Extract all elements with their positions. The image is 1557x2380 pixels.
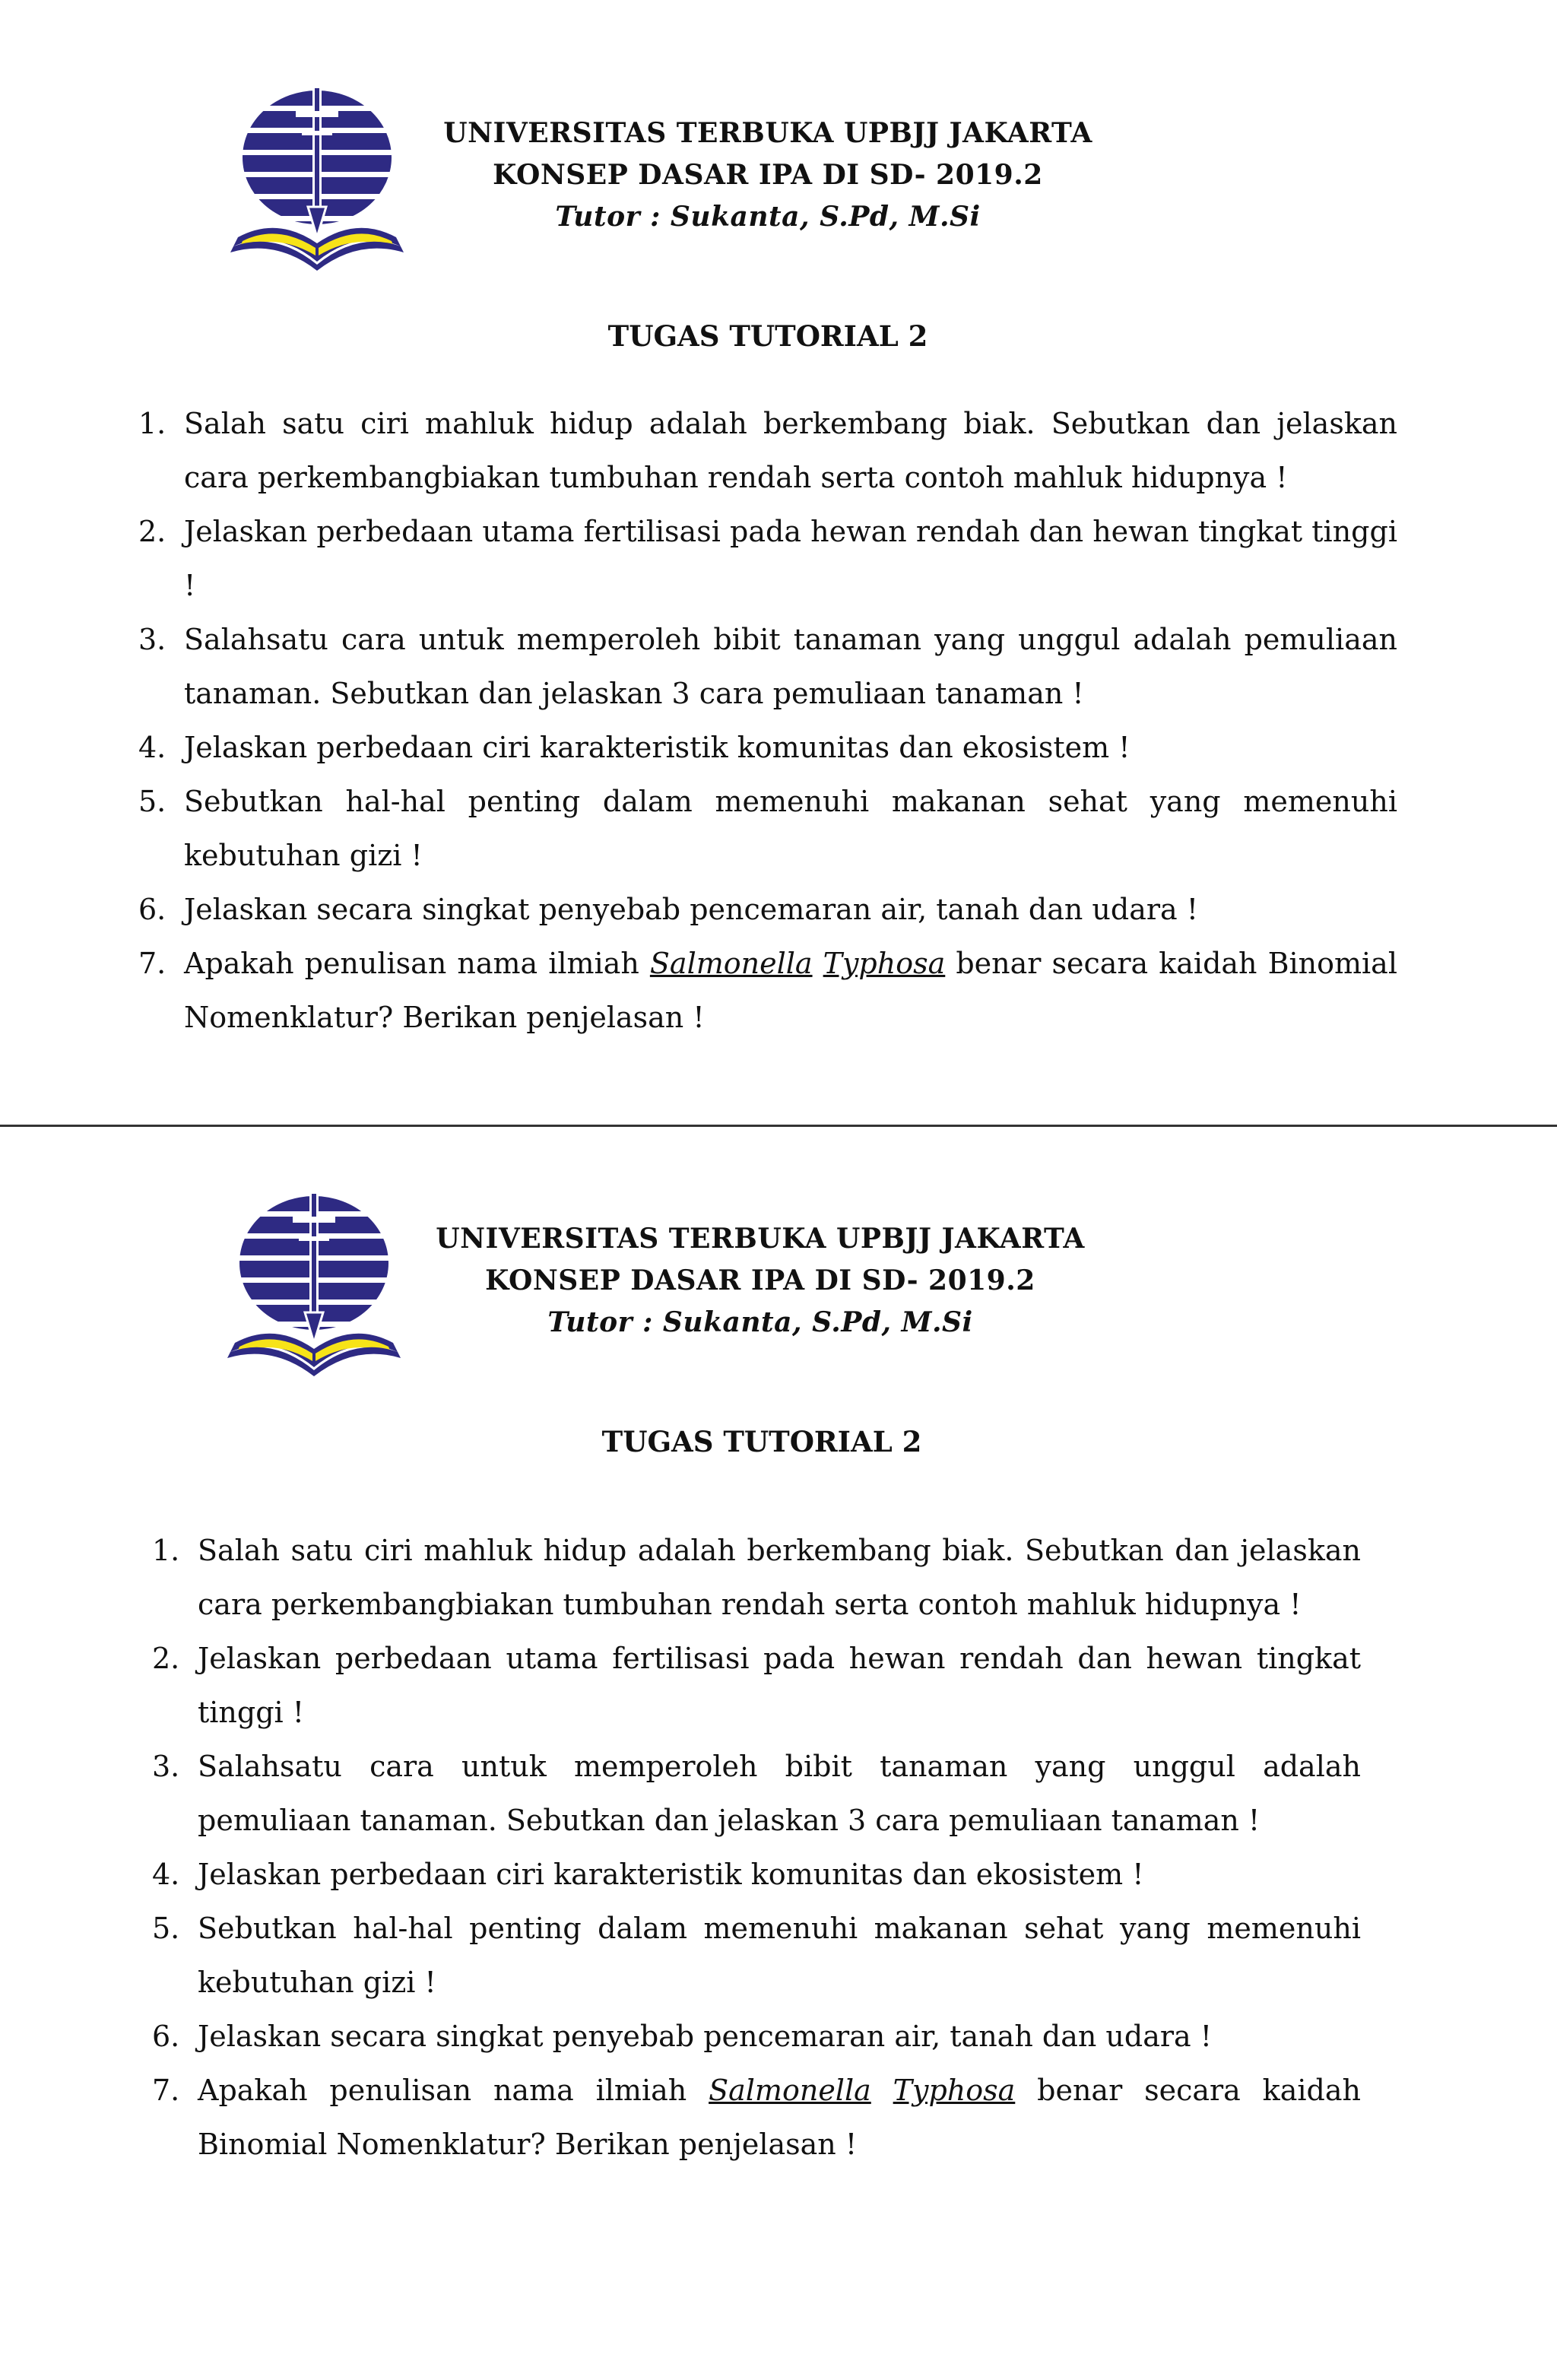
- question-item: [152, 1902, 1361, 2010]
- question-text: Jelaskan secara singkat penyebab pencemaran air, tanah dan udara !: [198, 2020, 1213, 2053]
- question-number: 6.: [152, 2020, 180, 2053]
- question-number: 3.: [138, 623, 166, 656]
- question-number: 7.: [152, 2074, 180, 2107]
- university-name: UNIVERSITAS TERBUKA UPBJJ JAKARTA: [443, 117, 1092, 149]
- question-item: [138, 937, 1397, 1045]
- question-item: [152, 1740, 1361, 1848]
- university-name: UNIVERSITAS TERBUKA UPBJJ JAKARTA: [436, 1223, 1085, 1255]
- question-number: 1.: [152, 1534, 180, 1567]
- question-item: [152, 2010, 1361, 2064]
- question-number: 4.: [152, 1858, 180, 1891]
- scientific-name-genus: Salmonella: [649, 947, 813, 980]
- course-name: KONSEP DASAR IPA DI SD- 2019.2: [493, 159, 1043, 191]
- question-item: [138, 505, 1397, 613]
- question-item: [138, 721, 1397, 775]
- tutor-name: Tutor : Sukanta, S.Pd, M.Si: [555, 201, 981, 233]
- question-item: [138, 883, 1397, 937]
- question-text: Jelaskan perbedaan ciri karakteristik komunitas dan ekosistem !: [198, 1858, 1144, 1891]
- question-item: [152, 2064, 1361, 2172]
- question-item: [152, 1524, 1361, 1632]
- question-text: Jelaskan perbedaan utama fertilisasi pada hewan rendah dan hewan tingkat tinggi !: [198, 1642, 1361, 1729]
- tutor-name: Tutor : Sukanta, S.Pd, M.Si: [547, 1306, 973, 1338]
- question-number: 4.: [138, 731, 166, 764]
- scientific-name-species: Typhosa: [823, 947, 946, 980]
- question-text: Salah satu ciri mahluk hidup adalah berkembang biak. Sebutkan dan jelaskan cara perkembangbiakan tumbuhan rendah serta contoh mahluk hidupnya !: [184, 407, 1397, 494]
- tutorial-page-1: [0, 0, 1557, 1125]
- document-header: [380, 1218, 1140, 1344]
- question-text: Salahsatu cara untuk memperoleh bibit tanaman yang unggul adalah pemuliaan tanaman. Sebutkan dan jelaskan 3 cara pemuliaan tanaman !: [184, 623, 1397, 710]
- question-text-pre: Apakah penulisan nama ilmiah: [184, 947, 639, 980]
- tutorial-page-2: [0, 1127, 1557, 2380]
- question-text: Sebutkan hal-hal penting dalam memenuhi makanan sehat yang memenuhi kebutuhan gizi !: [184, 785, 1397, 872]
- question-number: 7.: [138, 947, 166, 980]
- assignment-title: TUGAS TUTORIAL 2: [601, 1425, 922, 1458]
- question-number: 2.: [152, 1642, 180, 1675]
- universitas-terbuka-logo: [228, 85, 411, 275]
- document-header: [388, 113, 1148, 238]
- question-text-post: benar secara kaidah Binomial Nomenklatur? Berikan penjelasan !: [198, 2074, 1361, 2161]
- question-number: 5.: [138, 785, 166, 818]
- question-item: [138, 775, 1397, 883]
- question-number: 5.: [152, 1912, 180, 1945]
- question-text-post: benar secara kaidah Binomial Nomenklatur? Berikan penjelasan !: [184, 947, 1397, 1034]
- question-item: [152, 1632, 1361, 1740]
- question-number: 1.: [138, 407, 166, 440]
- scientific-name-species: Typhosa: [893, 2074, 1016, 2107]
- question-text: Jelaskan perbedaan ciri karakteristik komunitas dan ekosistem !: [184, 731, 1130, 764]
- question-text-pre: Apakah penulisan nama ilmiah: [198, 2074, 687, 2107]
- assignment-title: TUGAS TUTORIAL 2: [607, 319, 928, 353]
- question-text: Salah satu ciri mahluk hidup adalah berkembang biak. Sebutkan dan jelaskan cara perkembangbiakan tumbuhan rendah serta contoh mahluk hidupnya !: [198, 1534, 1361, 1621]
- question-number: 3.: [152, 1750, 180, 1783]
- question-item: [138, 613, 1397, 721]
- question-list: [152, 1524, 1361, 2172]
- question-item: [152, 1848, 1361, 1902]
- question-text: Salahsatu cara untuk memperoleh bibit tanaman yang unggul adalah pemuliaan tanaman. Sebutkan dan jelaskan 3 cara pemuliaan tanaman !: [198, 1750, 1361, 1837]
- question-text: Sebutkan hal-hal penting dalam memenuhi makanan sehat yang memenuhi kebutuhan gizi !: [198, 1912, 1361, 1999]
- question-text: Jelaskan secara singkat penyebab pencemaran air, tanah dan udara !: [184, 893, 1199, 926]
- course-name: KONSEP DASAR IPA DI SD- 2019.2: [485, 1265, 1035, 1296]
- question-number: 6.: [138, 893, 166, 926]
- scientific-name-genus: Salmonella: [709, 2074, 871, 2107]
- question-number: 2.: [138, 515, 166, 548]
- question-text: Jelaskan perbedaan utama fertilisasi pada hewan rendah dan hewan tingkat tinggi !: [184, 515, 1397, 602]
- question-list: [138, 397, 1397, 1045]
- question-item: [138, 397, 1397, 505]
